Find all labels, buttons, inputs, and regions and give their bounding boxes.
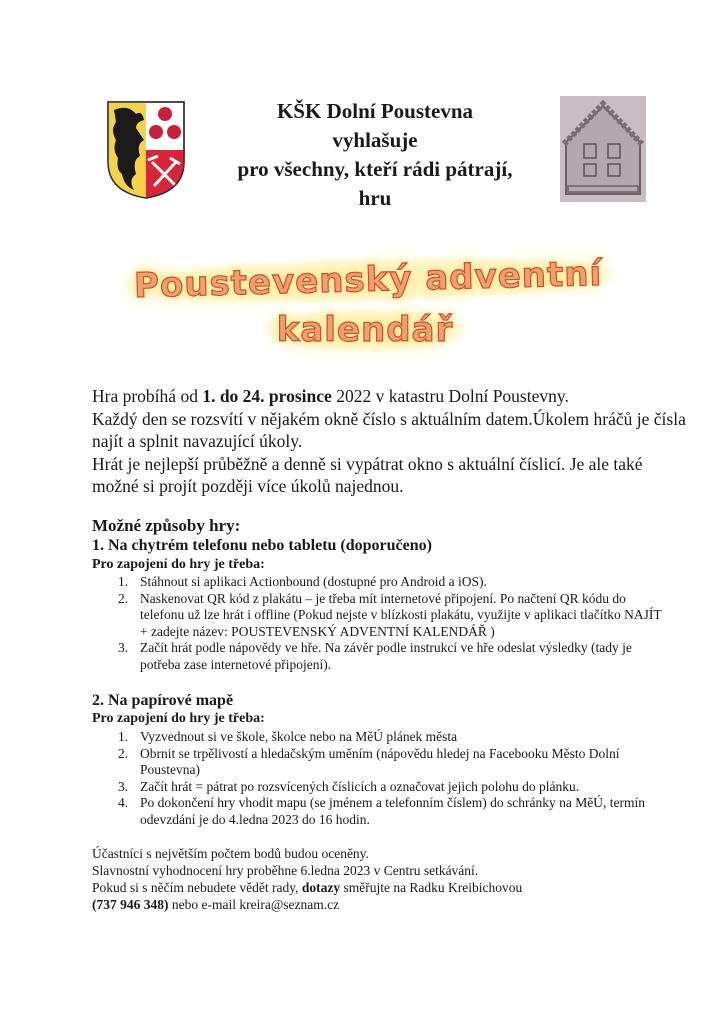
section1-steps (108, 574, 668, 673)
contact-prefix: Pokud si s něčím nebudete vědět rady, (92, 880, 302, 895)
section1-requirement: Pro zapojení do hry je třeba: (92, 557, 265, 572)
contact-phone: (737 946 348) (92, 897, 169, 912)
step-text: Začít hrát = pátrat po rozsvícených číslicích a označovat jejich polohu do plánku. (140, 778, 580, 794)
header-announcement (200, 97, 550, 213)
gingerbread-house-icon (560, 96, 646, 202)
step-text: Naskenovat QR kód z plakátu – je třeba mít internetové připojení. Po načtení QR kódu do telefonu už lze hrát i offline (Pokud nejste v blízkosti plakátu, využijte v aplikaci tlačítko NAJÍT + zadejte název: POUSTEVENSKÝ ADVENTNÍ KALENDÁŘ ) (140, 590, 662, 639)
ways-heading: Možné způsoby hry: (92, 516, 241, 535)
list-item (108, 640, 668, 673)
list-item (108, 746, 668, 779)
step-number: 2. (118, 590, 129, 606)
contact-mid: nebo e-mail (168, 897, 240, 912)
header-line-announces: vyhlašuje (332, 128, 418, 152)
intro-paragraph-task: Každý den se rozsvítí v nějakém okně číslo s aktuálním datem.Úkolem hráčů je čísla najít a splnit navazující úkoly. (92, 408, 686, 451)
section2-requirement: Pro zapojení do hry je třeba: (92, 711, 265, 726)
step-number: 3. (118, 640, 129, 655)
header-line-game: hru (358, 186, 392, 210)
intro-paragraph-dates (92, 385, 692, 408)
intro-text (92, 385, 692, 498)
title-line-1: Poustevenský adventní (123, 252, 612, 309)
footer-awards: Účastníci s největším počtem bodů budou oceněny. (92, 846, 369, 861)
step-text: Po dokončení hry vhodit mapu (se jménem a telefonním číslem) do schránky na MěÚ, termín odevzdání je do 4.ledna 2023 do 16 hodin. (140, 795, 646, 827)
contact-bold: dotazy (301, 880, 341, 895)
intro-dates-suffix: 2022 v katastru Dolní Poustevny. (331, 386, 569, 406)
contact-suffix: směřujte na Radku Kreibichovou (340, 880, 523, 895)
step-number: 1. (118, 574, 129, 589)
section2-heading: 2. Na papírové mapě (92, 692, 234, 709)
step-number: 4. (118, 795, 129, 810)
section1-heading: 1. Na chytrém telefonu nebo tabletu (doporučeno) (92, 537, 432, 554)
list-item (108, 779, 668, 796)
footer-evaluation: Slavnostní vyhodnocení hry proběhne 6.ledna 2023 v Centru setkávání. (92, 863, 479, 878)
list-item (108, 591, 668, 641)
section2-steps (108, 729, 668, 828)
list-item (108, 795, 668, 828)
footer-phone-email (92, 896, 692, 913)
contact-email: kreira@seznam.cz (239, 897, 340, 912)
step-number: 2. (118, 745, 129, 761)
coat-of-arms-icon (106, 100, 186, 200)
intro-dates-prefix: Hra probíhá od (92, 386, 203, 406)
footer-info (92, 845, 692, 913)
list-item (108, 574, 668, 591)
header-line-audience: pro všechny, kteří rádi pátrají, (237, 157, 513, 181)
list-item (108, 729, 668, 746)
intro-dates-bold: 1. do 24. prosince (202, 386, 332, 406)
poster-title (40, 253, 690, 352)
step-text: Začít hrát podle nápovědy ve hře. Na závěr podle instrukcí ve hře odeslat výsledky (tady je potřeba zase internetové připojení). (140, 640, 632, 672)
header-line-org: KŠK Dolní Poustevna (276, 99, 474, 123)
step-number: 3. (118, 778, 129, 794)
footer-contact (92, 879, 692, 896)
intro-paragraph-tip: Hrát je nejlepší průběžně a denně si vypátrat okno s aktuální číslicí. Je ale také možné si projít později více úkolů najednou. (92, 453, 643, 496)
step-number: 1. (118, 729, 129, 744)
step-text: Vyzvednout si ve škole, školce nebo na MěÚ plánek města (140, 729, 458, 744)
step-text: Obrnit se trpělivostí a hledačským uměním (nápovědu hledej na Facebooku Město Dolní Poustevna) (140, 745, 620, 777)
step-text: Stáhnout si aplikaci Actionbound (dostupné pro Android a iOS). (140, 574, 487, 589)
title-line-2: kalendář (267, 308, 464, 352)
